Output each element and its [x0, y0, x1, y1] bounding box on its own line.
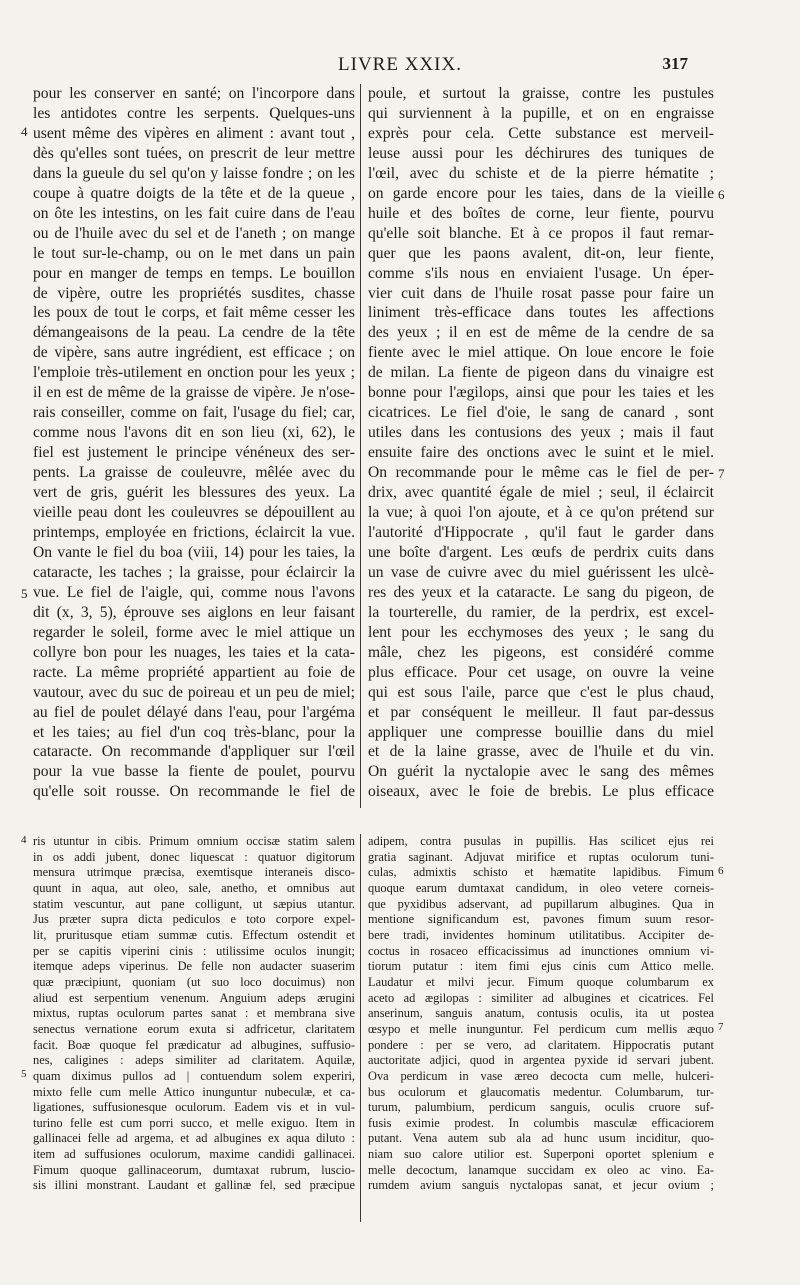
french-text-right-column	[368, 84, 714, 802]
french-text-line: poule, et surtout la graisse, contre les pustules	[368, 85, 714, 102]
latin-text-line: Fimum quoque gallinaceorum, dumtaxat rubrum, luscio-	[33, 1162, 355, 1177]
running-title: LIVRE XXIX.	[338, 54, 462, 75]
french-text-line: drix, avec quantité égale de miel ; seul, il éclaircit	[368, 484, 714, 502]
french-text-line: comme s'ils nous en enviaient l'usage. Un éper-	[368, 264, 714, 282]
french-text-line: racte. La même propriété appartient au foie de	[33, 663, 355, 681]
margin-section-number: 6	[718, 865, 724, 877]
french-text-line: et par conséquent le meilleur. Il faut par-dessus	[368, 703, 714, 721]
french-text-line: fiente avec le miel attique. On loue encore le foie	[368, 344, 714, 362]
french-text-line: de milan. La fiente de pigeon dans du vinaigre est	[368, 364, 714, 382]
latin-text-line: quoque earum dumtaxat candidum, in oleo vetere corneis-	[368, 880, 714, 895]
french-text-line: démangeaisons de la peau. La cendre de la tête	[33, 324, 355, 342]
french-text-line: une boîte d'argent. Les œufs de perdrix cuits dans	[368, 543, 714, 561]
latin-text-line: quam diximus pullos ad | contuendum solem experiri,	[33, 1068, 355, 1083]
margin-section-number: 7	[718, 466, 725, 481]
latin-text-line: bus oculorum et glaucomatis medentur. Columbarum, tur-	[368, 1084, 714, 1099]
french-text-line: usent même des vipères en aliment : avant tout ,	[33, 124, 355, 142]
french-text-line: ou de l'huile avec du sel et de l'aneth ; on mange	[33, 224, 355, 242]
latin-text-line: fusis eximie prodest. In columbis masculæ efficaciorem	[368, 1115, 714, 1130]
french-text-line: cataracte. On recommande d'appliquer sur l'œil	[33, 743, 355, 761]
french-text-line: huile et des boîtes de corne, leur fiente, pourvu	[368, 204, 714, 222]
french-text-line: On vante le fiel du boa (viii, 14) pour les taies, la	[33, 543, 355, 561]
french-text-line: On recommande pour le même cas le fiel de per-	[368, 464, 714, 482]
latin-text-line: per se capitis viperini cinis : utilissime oculos inungit;	[33, 943, 355, 958]
latin-text-line: item ad suffusiones oculorum, maxime candidi gallinacei.	[33, 1147, 355, 1162]
latin-text-line: Ova perdicum in vase æreo decocta cum melle, hulceri-	[368, 1068, 714, 1083]
french-text-line: l'emploie très-utilement en onction pour les yeux ;	[33, 364, 355, 382]
french-text-line: on garde encore pour les taies, dans de la vieille	[368, 184, 714, 202]
french-text-line: lent pour les ecchymoses des yeux ; le sang du	[368, 623, 714, 641]
page-header	[20, 52, 780, 76]
french-text-line: quer que les paons avalent, dit-on, leur fiente,	[368, 244, 714, 262]
margin-section-number: 4	[21, 124, 28, 139]
french-text-line: vue. Le fiel de l'aigle, qui, comme nous l'avons	[33, 583, 355, 601]
latin-text-line: in os addi jubent, donec liquescat : quatuor digitorum	[33, 849, 355, 864]
latin-text-line: mentione significandum est, pavones fimum suum resor-	[368, 912, 714, 927]
french-text-line: la vue; à quoi l'on ajoute, et à ce qu'on prétend sur	[368, 504, 714, 522]
french-text-line: pour les conserver en santé; on l'incorpore dans	[33, 85, 355, 102]
french-text-line: dans la gueule du sel qu'on y laisse fondre ; on les	[33, 164, 355, 182]
latin-text-line: facit. Boæ quoque fel prædicatur ad albugines, suffusio-	[33, 1037, 355, 1052]
latin-text-line: turum, palumbium, perdicum sanguis, oculis cruore suf-	[368, 1100, 714, 1115]
french-text-line: de vipère, outre les propriétés susdites, chasse	[33, 284, 355, 302]
french-text-line: collyre bon pour les nuages, les taies et la cata-	[33, 643, 355, 661]
french-text-left-column	[33, 84, 355, 802]
french-text-line: utiles dans les contusions des yeux ; mais il faut	[368, 424, 714, 442]
french-text-line: rais conseiller, comme on fait, l'usage du fiel; car,	[33, 404, 355, 422]
latin-text-line: niam suo calore utilior est. Superponi oportet splenium e	[368, 1147, 714, 1162]
french-text-line: l'autorité d'Hippocrate , qu'il faut le garder dans	[368, 523, 714, 541]
latin-text-line: pondere : per se vero, ad claritatem. Hippocratis putant	[368, 1037, 714, 1052]
latin-text-line: gratia saginant. Adjuvat mirifice et ruptas oculorum tuni-	[368, 849, 714, 864]
french-text-line: les poux de tout le corps, et fait même cesser les	[33, 304, 355, 322]
latin-text-line: mixto felle cum melle Attico inunguntur nubeculæ, et ca-	[33, 1084, 355, 1099]
french-text-line: On guérit la nyctalopie avec le sang des mêmes	[368, 763, 714, 781]
latin-text-line: mixtus, ruptas oculorum partes sanat : et membrana sive	[33, 1006, 355, 1021]
french-text-line: et les taies; au fiel d'un coq très-blanc, pour la	[33, 723, 355, 741]
french-text-line: vieille peau dont les couleuvres se dépouillent au	[33, 504, 355, 522]
latin-text-line: turino felle est cum porri succo, et melle exiguo. Item in	[33, 1115, 355, 1130]
french-text-line: comme nous l'avons dit en son lieu (xi, 62), le	[33, 424, 355, 442]
french-text-line: il en est de même de la graisse de vipère. Je n'ose-	[33, 384, 355, 402]
margin-section-number: 5	[21, 1068, 27, 1080]
latin-text-line: œsypo et melle inunguntur. Fel perdicum cum mellis æquo	[368, 1021, 714, 1036]
french-text-line: la tourterelle, du ramier, de la perdrix, est excel-	[368, 603, 714, 621]
latin-text-line: ris utuntur in cibis. Primum omnium occisæ statim salem	[33, 834, 355, 848]
french-text-line: dès qu'elles sont tuées, on prescrit de leur mettre	[33, 144, 355, 162]
french-text-line: liniment très-efficace dans toutes les affections	[368, 304, 714, 322]
french-text-line: vier cuit dans de l'huile rosat passe pour faire un	[368, 284, 714, 302]
french-text-line: de vipère, sans autre ingrédient, est efficace ; on	[33, 344, 355, 362]
latin-text-line: Laudatur et milvi jecur. Fimum quoque columbarum ex	[368, 974, 714, 989]
french-text-line: cataracte, les taches ; la graisse, pour éclaircir la	[33, 563, 355, 581]
latin-text-line: aliud est serpentium venenum. Anguium adeps ærugini	[33, 990, 355, 1005]
latin-text-line: adipem, contra pusulas in pupillis. Has scilicet ejus rei	[368, 834, 714, 848]
french-text-line: l'œil, avec du schiste et de la pierre hématite ;	[368, 164, 714, 182]
french-text-line: des yeux ; il en est de même de la cendre de sa	[368, 324, 714, 342]
margin-section-number: 4	[21, 834, 27, 846]
french-text-line: dit (x, 3, 5), éprouve ses aiglons en leur faisant	[33, 603, 355, 621]
french-text-line: les antidotes contre les serpents. Quelques-uns	[33, 104, 355, 122]
latin-text-line: anserinum, sanguis anatum, contusis oculis, ita ut postea	[368, 1006, 714, 1021]
french-text-line: pents. La graisse de couleuvre, mêlée avec du	[33, 464, 355, 482]
latin-text-line: sis illini monstrant. Laudant et gallinæ fel, sed præcipue	[33, 1178, 355, 1193]
latin-text-line: Jus præter supra dicta pediculos e toto corpore expel-	[33, 912, 355, 927]
latin-text-line: coctus in rosaceo efficacissimus ad inunctiones omnium vi-	[368, 943, 714, 958]
french-text-line: et de la laine grasse, avec de l'huile et du vin.	[368, 743, 714, 761]
french-text-line: leuse aussi pour les déchirures des tuniques de	[368, 144, 714, 162]
french-text-line: bonne pour l'ægilops, ainsi que pour les taies et les	[368, 384, 714, 402]
margin-section-number: 5	[21, 586, 28, 601]
latin-text-line: quunt in aqua, aut oleo, sale, anetho, et omnibus aut	[33, 880, 355, 895]
french-text-line: un vase de cuivre avec du miel guérissent les ulcè-	[368, 563, 714, 581]
french-text-line: fiel est justement le principe vénéneux des ser-	[33, 444, 355, 462]
french-text-line: qu'elle soit rousse. On recommande le fiel de	[33, 783, 355, 801]
french-text-line: le tout sur-le-champ, ou on le met dans un pain	[33, 244, 355, 262]
latin-text-line: nes, caligines : adeps similiter ad claritatem. Aquilæ,	[33, 1053, 355, 1068]
latin-text-line: quæ præcipiunt, quoniam (ut suo loco docuimus) non	[33, 974, 355, 989]
latin-text-line: culas, admixtis schisto et hæmatite lapidibus. Fimum	[368, 865, 714, 880]
french-text-line: ensuite faire des onctions avec le suint et le miel.	[368, 444, 714, 462]
french-text-line: exprès pour cela. Cette substance est merveil-	[368, 124, 714, 142]
french-text-line: qu'elle soit blanche. Et à ce propos il faut remar-	[368, 224, 714, 242]
french-text-line: vert de gris, guérit les blessures des yeux. La	[33, 484, 355, 502]
french-text-line: oiseaux, avec le foie de brebis. Le plus efficace	[368, 783, 714, 801]
french-text-line: regarder le soleil, forme avec le miel attique un	[33, 623, 355, 641]
french-text-line: qui est sous l'aile, parce que c'est le plus chaud,	[368, 683, 714, 701]
french-text-line: qui surviennent à la pupille, et on en engraisse	[368, 104, 714, 122]
french-text-line: pour la vue basse la fiente de poulet, pourvu	[33, 763, 355, 781]
page-number: 317	[662, 54, 688, 73]
french-text-line: plus efficace. Pour cet usage, on ouvre la veine	[368, 663, 714, 681]
french-text-line: on ôte les intestins, on les fait cuire dans de l'eau	[33, 204, 355, 222]
french-text-line: au fiel de poulet délayé dans l'eau, pour l'argéma	[33, 703, 355, 721]
latin-text-line: ligationes, suffusionesque oculorum. Eadem vis et in vul-	[33, 1100, 355, 1115]
latin-text-line: lit, pruritusque etiam summæ cutis. Effectum ostendit et	[33, 927, 355, 942]
french-text-line: cicatrices. Le fiel d'oie, le sang de canard , sont	[368, 404, 714, 422]
latin-text-line: mensura utrimque præcisa, exemtisque interaneis disco-	[33, 865, 355, 880]
latin-text-right-column	[368, 834, 714, 1194]
latin-text-line: aceto ad ægilopas : similiter ad albugines et cicatrices. Fel	[368, 990, 714, 1005]
latin-text-line: itemque adeps viperinus. De felle non audacter suaserim	[33, 959, 355, 974]
margin-section-number: 7	[718, 1021, 724, 1033]
french-text-line: coupe à quatre doigts de la tête et de la queue ,	[33, 184, 355, 202]
french-text-line: vautour, avec du suc de poireau et un peu de miel;	[33, 683, 355, 701]
latin-text-line: melle decoctum, lanamque succidam ex oleo ac vino. Ea-	[368, 1162, 714, 1177]
column-divider-latin	[360, 834, 361, 1222]
margin-section-number: 6	[718, 187, 725, 202]
latin-text-line: putant. Vena autem sub ala ad hunc usum inciditur, quo-	[368, 1131, 714, 1146]
french-text-line: mâle, chez les pigeons, est considéré comme	[368, 643, 714, 661]
latin-text-line: tiorum putatur : item fimi ejus cinis cum Attico melle.	[368, 959, 714, 974]
latin-text-line: que pyxidibus adservant, ad pupillarum albugines. Qua in	[368, 896, 714, 911]
latin-text-line: bere tradi, invidentes hominum utilitatibus. Accipiter de-	[368, 927, 714, 942]
french-text-line: printemps, employée en frictions, éclaircit la vue.	[33, 523, 355, 541]
latin-text-line: gallinacei felle ad argema, et ad albugines ex aqua diluto :	[33, 1131, 355, 1146]
latin-text-line: auctoritate adjici, quod in argentea pyxide id servari jubent.	[368, 1053, 714, 1068]
latin-text-line: statim vescuntur, aut pane colligunt, ut sæpius utantur.	[33, 896, 355, 911]
french-text-line: pour en manger de temps en temps. Le bouillon	[33, 264, 355, 282]
french-text-line: appliquer une compresse bouillie dans du miel	[368, 723, 714, 741]
french-text-line: res des yeux et la cataracte. Le sang du pigeon, de	[368, 583, 714, 601]
latin-text-line: senectus vernatione eorum exuta si adfricetur, claritatem	[33, 1021, 355, 1036]
column-divider-french	[360, 84, 361, 808]
latin-text-line: rumdem avium sanguis nyctalopas sanat, et jecur ovium ;	[368, 1178, 714, 1193]
latin-text-left-column	[33, 834, 355, 1194]
